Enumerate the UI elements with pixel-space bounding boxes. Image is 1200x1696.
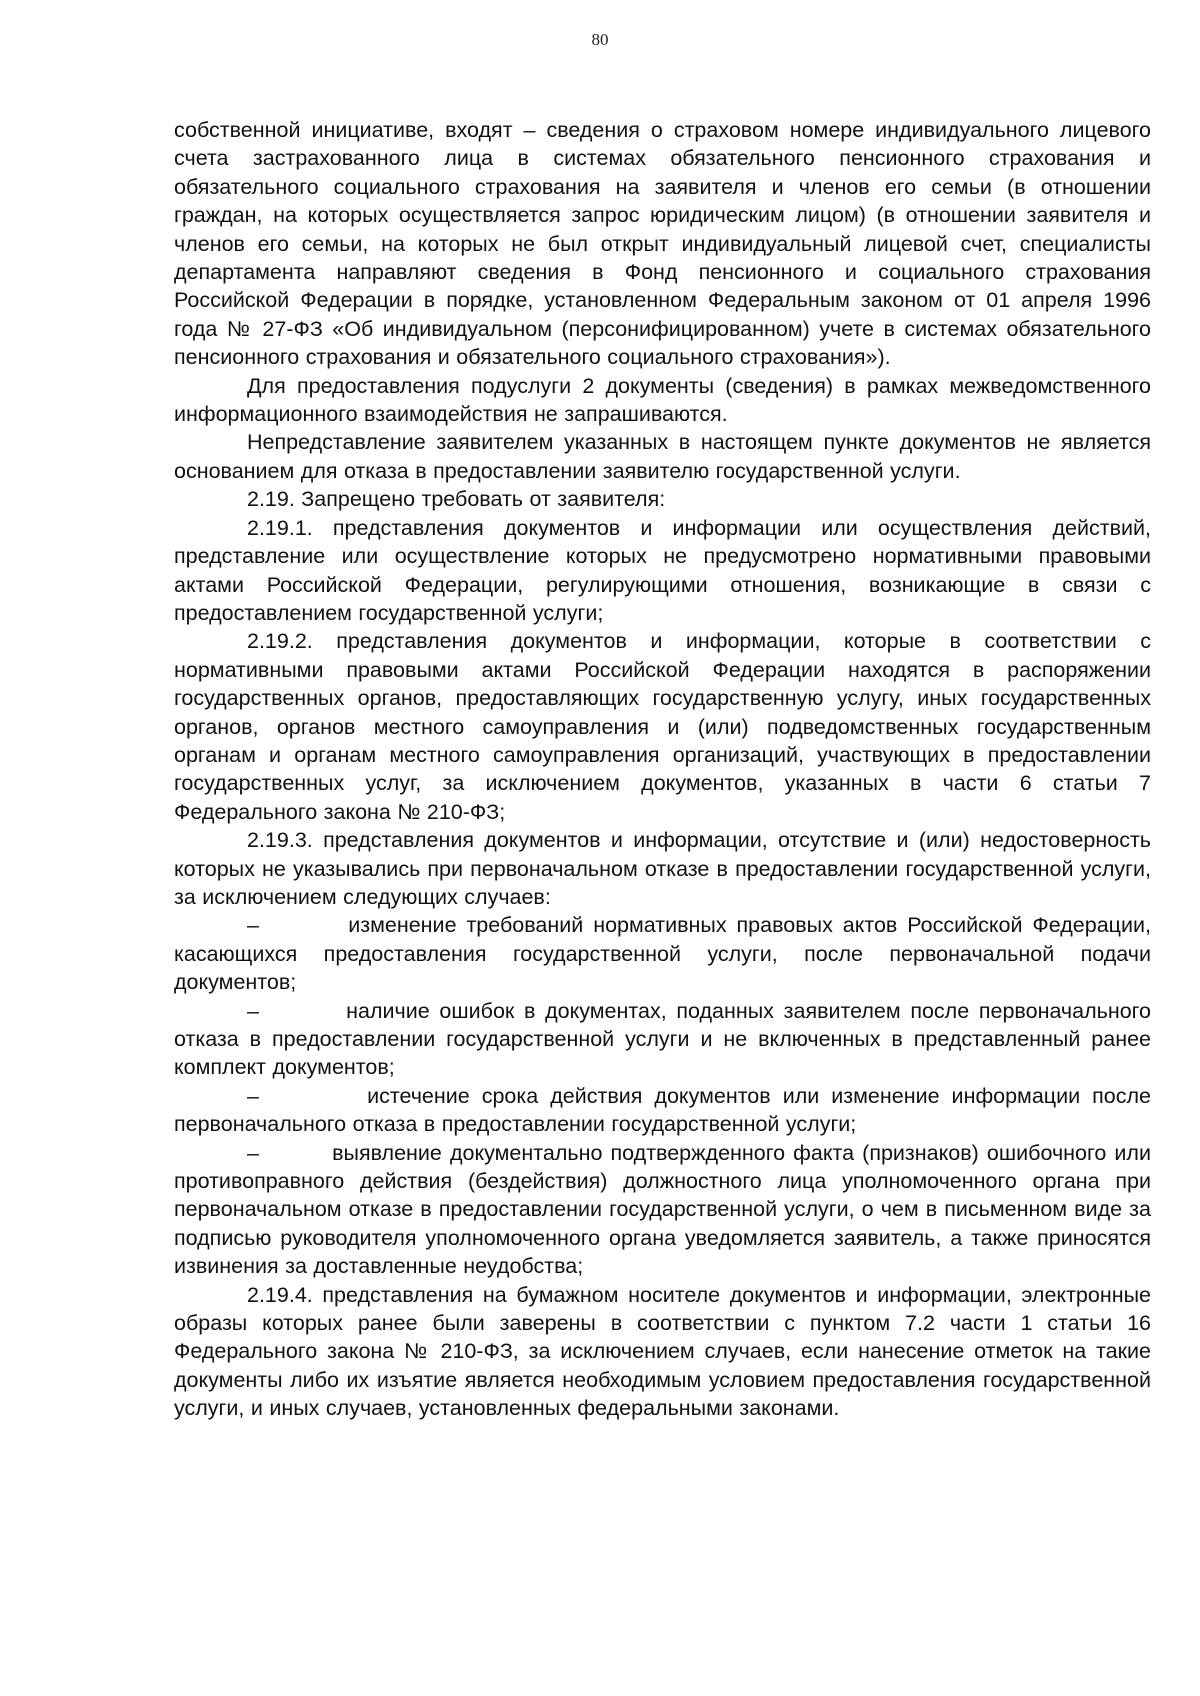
clause-2-19: 2.19. Запрещено требовать от заявителя: — [247, 487, 666, 512]
clause-2-19-2: 2.19.2. представления документов и информации, которые в соответствии с нормативными правовыми актами Российской Федерации находятся в распоряжении государственных органов, предоставляющих государственную услугу, иных государственных органов, органов местного самоуправления и (или) подведомственных государственным органам и органам местного самоуправления организаций, участвующих в предоставлении государственных услуг, за исключением документов, указанных в части 6 статьи 7 Федерального закона № 210-ФЗ; — [174, 629, 1151, 824]
paragraph-non-submission: Непредставление заявителем указанных в настоящем пункте документов не является основанием для отказа в предоставлении заявителю государственной услуги. — [174, 430, 1151, 483]
page-number: 80 — [591, 30, 609, 49]
clause-2-19-1: 2.19.1. представления документов и информации или осуществления действий, представление или осуществление которых не предусмотрено нормативными правовыми актами Российской Федерации, регулирующими отношения, возникающие в связи с предоставлением государственной услуги; — [174, 515, 1151, 625]
document-body — [174, 116, 1151, 1423]
list-item-document-errors: – наличие ошибок в документах, поданных заявителем после первоначального отказа в предоставлении государственной услуги и не включенных в представленный ранее комплект документов; — [174, 998, 1151, 1080]
paragraph-continuation: собственной инициативе, входят – сведения о страховом номере индивидуального лицевого счета застрахованного лица в системах обязательного пенсионного страхования и обязательного социального страхования на заявителя и членов его семьи (в отношении граждан, на которых осуществляется запрос юридическим лицом) (в отношении заявителя и членов его семьи, на которых не был открыт индивидуальный лицевой счет, специалисты департамента направляют сведения в Фонд пенсионного и социального страхования Российской Федерации в порядке, установленном Федеральным законом от 01 апреля 1996 года № 27-ФЗ «Об индивидуальном (персонифицированном) учете в системах обязательного пенсионного страхования и обязательного социального страхования»). — [174, 118, 1151, 370]
list-item-misconduct: – выявление документально подтвержденного факта (признаков) ошибочного или противоправного действия (бездействия) должностного лица уполномоченного органа при первоначальном отказе в предоставлении государственной услуги, о чем в письменном виде за подписью руководителя уполномоченного органа уведомляется заявитель, а также приносятся извинения за доставленные неудобства; — [174, 1140, 1151, 1279]
clause-2-19-3: 2.19.3. представления документов и информации, отсутствие и (или) недостоверность которых не указывались при первоначальном отказе в предоставлении государственной услуги, за исключением следующих случаев: — [174, 828, 1151, 909]
clause-2-19-4: 2.19.4. представления на бумажном носителе документов и информации, электронные образы которых ранее были заверены в соответствии с пунктом 7.2 части 1 статьи 16 Федерального закона № 210-ФЗ, за исключением случаев, если нанесение отметок на такие документы либо их изъятие является необходимым условием предоставления государственной услуги, и иных случаев, установленных федеральными законами. — [174, 1282, 1151, 1421]
list-item-expiry: – истечение срока действия документов или изменение информации после первоначального отказа в предоставлении государственной услуги; — [174, 1083, 1151, 1137]
paragraph-subservice-2: Для предоставления подуслуги 2 документы (сведения) в рамках межведомственного информационного взаимодействия не запрашиваются. — [174, 373, 1151, 427]
list-item-requirements-change: – изменение требований нормативных правовых актов Российской Федерации, касающихся предоставления государственной услуги, после первоначальной подачи документов; — [174, 913, 1151, 995]
